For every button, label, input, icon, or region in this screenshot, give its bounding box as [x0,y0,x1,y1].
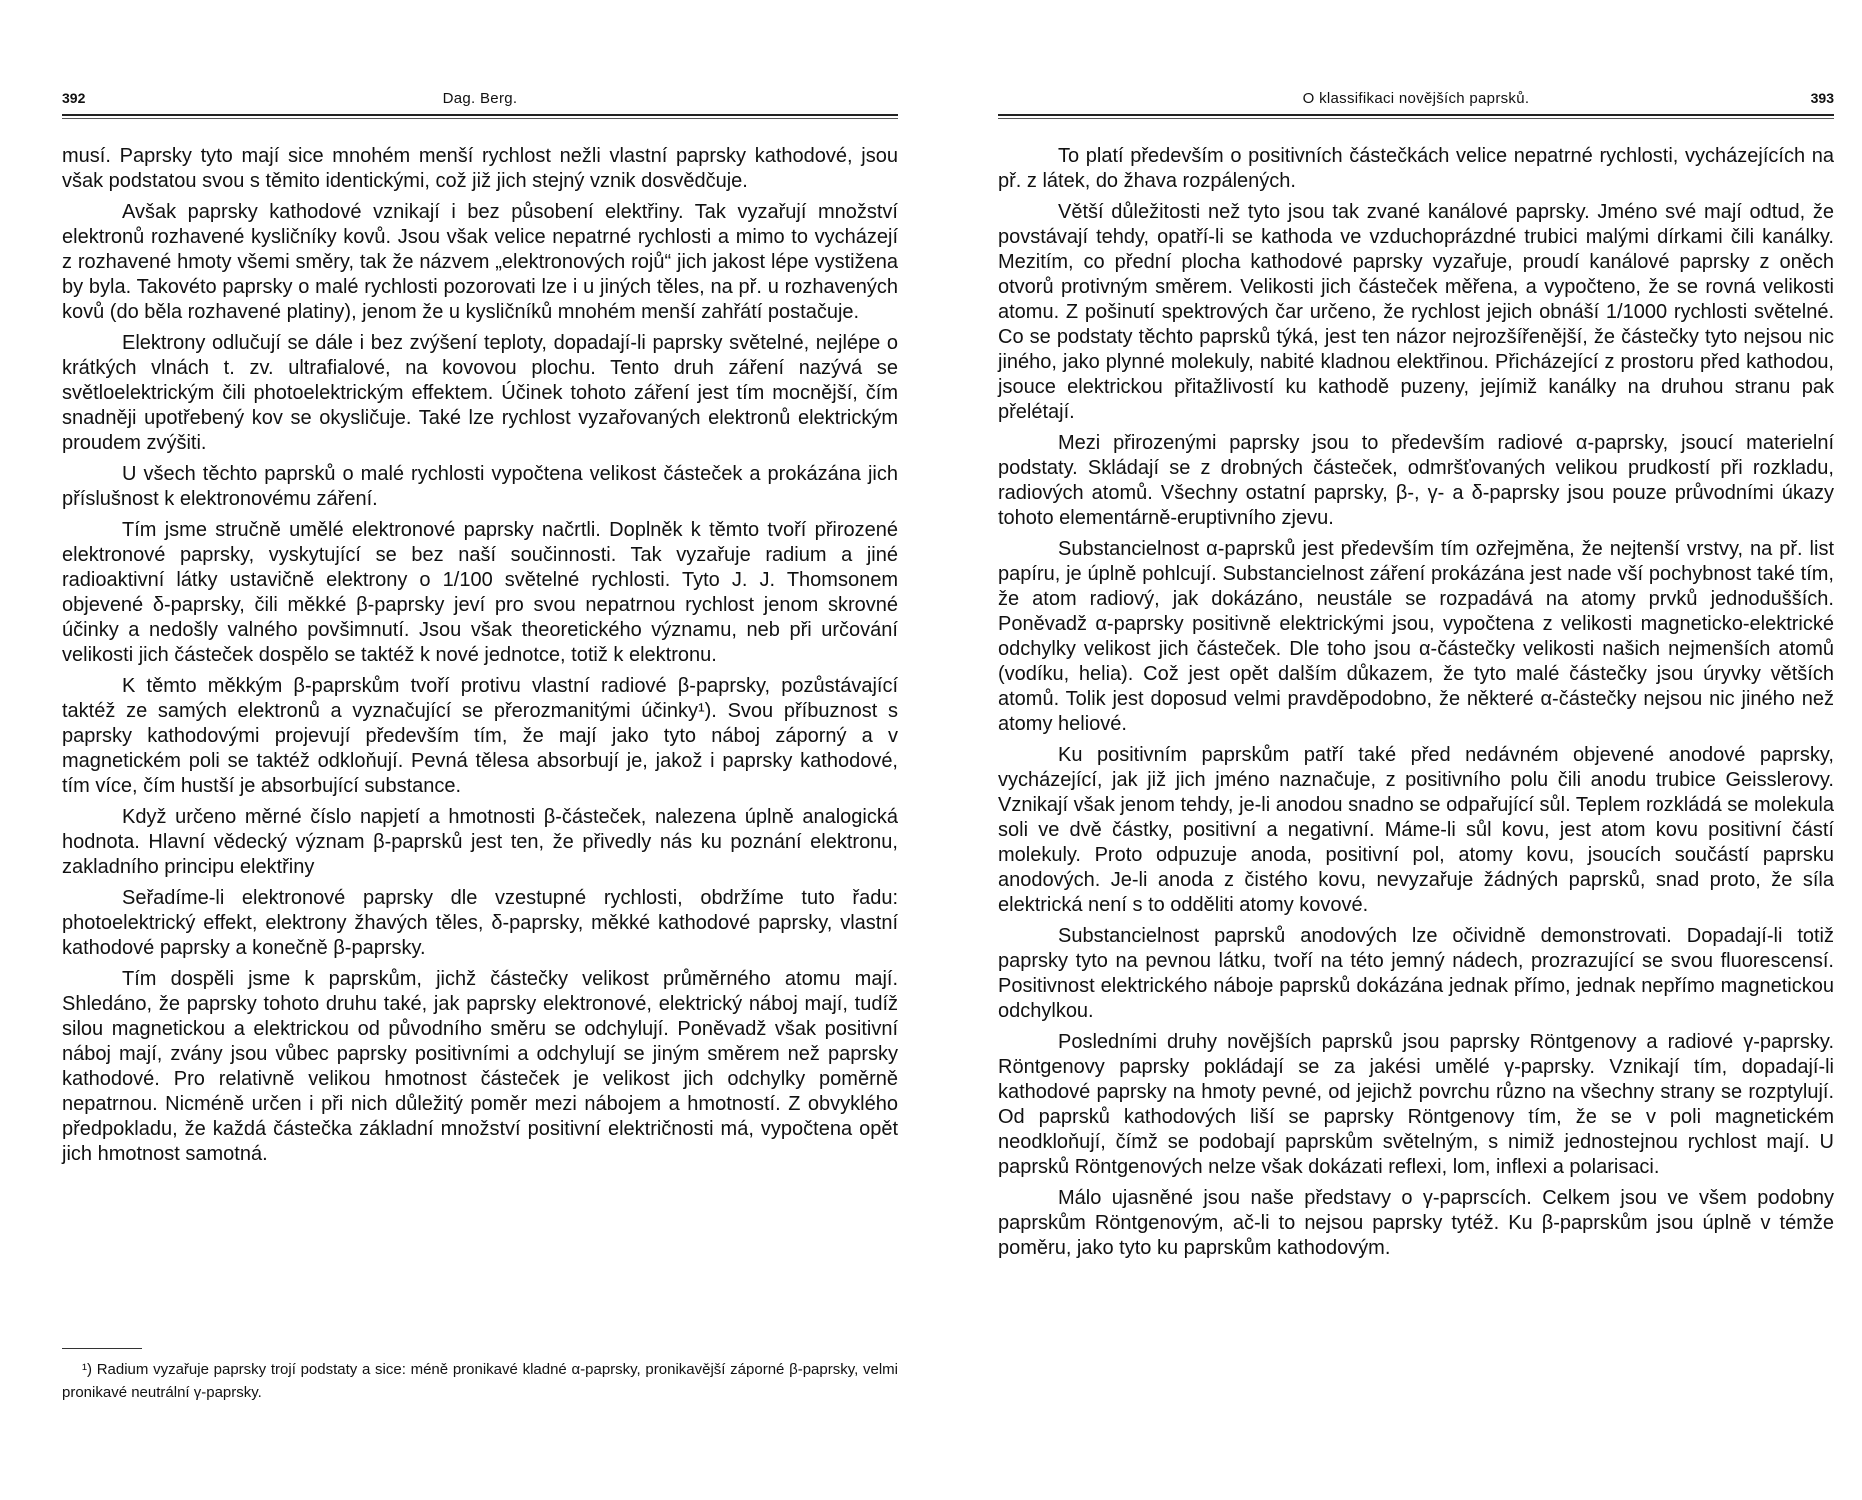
paragraph: Větší důležitosti než tyto jsou tak zvané kanálové paprsky. Jméno své mají odtud, že povstávají tehdy, opatří-li se kathoda ve vzduchoprázdné trubici malými dírkami čili kanálky. Mezitím, co přední plocha kathodové paprsky vyzařuje, proudí kanálové paprsky z oněch otvorů protivným směrem. Velikosti jich částeček měřena, a vypočteno, že se rovná velikosti atomu. Z pošinutí spektrových čar určeno, že rychlost jejich obnáší 1/1000 rychlosti světelné. Co se podstaty těchto paprsků týká, jest ten názor nejrozšířenější, že částečky tyto nejsou nic jiného, jako plynné molekuly, nabité kladnou elektřinou. Přicházející z prostoru před kathodou, jsouce elektrickou přitažlivostí ku kathodě puzeny, jejímiž kanálky na druhou stranu pak přelétají. [998,201,1834,423]
paragraph: To platí především o positivních částečkách velice nepatrné rychlosti, vycházejících na př. z látek, do žhava rozpálených. [998,145,1834,192]
paragraph: Ku positivním paprskům patří také před nedávném objevené anodové paprsky, vycházející, jak již jich jméno naznačuje, z positivního polu čili anodu trubice Geisslerovy. Vznikají však jenom tehdy, je-li anodou snadno se odpařující sůl. Teplem rozkládá se molekula soli ve dvě částky, positivní a negativní. Máme-li sůl kovu, jest atom kovu positivní částí molekuly. Proto odpuzuje anoda, positivní pol, atomy kovu, jsoucích součástí paprsku anodových. Je-li anoda z čistého kovu, nevyzařuje žádných paprsků, snad proto, že síla elektrická není s to odděliti atomy kovové. [998,744,1834,916]
paragraph: musí. Paprsky tyto mají sice mnohém menší rychlost nežli vlastní paprsky kathodové, jsou však podstatou svou s těmito identickými, což již jich stejný vznik dosvědčuje. [62,145,898,192]
paragraph: Tím jsme stručně umělé elektronové paprsky načrtli. Doplněk k těmto tvoří přirozené elektronové paprsky, vyskytující se bez naší součinnosti. Tak vyzařuje radium a jiné radioaktivní látky ustavičně elektrony o 1/100 světelné rychlosti. Tyto J. J. Thomsonem objevené δ-paprsky, čili měkké β-paprsky jeví pro svou nepatrnou rychlost jenom skrovné účinky a nedošly valného povšimnutí. Jsou však theoretického významu, neb při určování velikosti jich částeček dospělo se taktéž k nové jednotce, totiž k elektronu. [62,519,898,666]
running-head-title-right: O klassifikaci novějších paprsků. [1302,90,1530,107]
paragraph: Substancielnost α-paprsků jest především tím ozřejměna, že nejtenší vrstvy, na př. list papíru, je úplně pohlcují. Substancielnost záření prokázána jest nade vší pochybnost také tím, že atom radiový, jak dokázáno, neustále se rozpadává na atomy prvků jednodušších. Poněvadž α-paprsky positivně elektrickými jsou, vypočtena z velikosti magneticko-elektrické odchylky velikost jich částeček. Dle toho jsou α-částečky velikosti našich nejmenších atomů (vodíku, helia). Což jest opět dalším důkazem, že tyto malé částečky jsou úryvky větších atomů. Tolik jest doposud velmi pravděpodobno, že některé α-částečky nejsou nic jiného než atomy heliové. [998,538,1834,735]
paragraph: Seřadíme-li elektronové paprsky dle vzestupné rychlosti, obdržíme tuto řadu: photoelektrický effekt, elektrony žhavých těles, δ-paprsky, měkké kathodové paprsky, vlastní kathodové paprsky a konečně β-paprsky. [62,887,898,959]
paragraph: Posledními druhy novějších paprsků jsou paprsky Röntgenovy a radiové γ-paprsky. Röntgenovy paprsky pokládají se za jakési umělé γ-paprsky. Vznikají tím, dopadají-li kathodové paprsky na hmoty pevné, od jejichž povrchu různo na všechny strany se rozptylují. Od paprsků kathodových liší se paprsky Röntgenovy tím, že se v poli magnetickém neodkloňují, čímž se podobají paprskům světelným, s nimiž jednostejnou rychlost mají. U paprsků Röntgenových nelze však dokázati reflexi, lom, inflexi a polarisaci. [998,1031,1834,1178]
page-number-left: 392 [62,90,86,106]
paragraph: Avšak paprsky kathodové vznikají i bez působení elektřiny. Tak vyzařují množství elektronů rozhavené kysličníky kovů. Jsou však velice nepatrné rychlosti a mimo to vycházejí z rozhavené hmoty všemi směry, tak že názvem „elektronových rojů“ jich jakost lépe vystižena by byla. Takovéto paprsky o malé rychlosti pozorovati lze i u jiných těles, na př. u rozhavených kovů (do běla rozhavené platiny), jenom že u kysličníků mnohém menší zahřátí postačuje. [62,201,898,323]
left-page [62,0,898,1500]
running-head-title-left: Dag. Berg. [442,90,518,107]
paragraph: Málo ujasněné jsou naše představy o γ-paprscích. Celkem jsou ve všem podobny paprskům Röntgenovým, ač-li to nejsou paprsky tytéž. Ku β-paprskům jsou úplně v témže poměru, jako tyto ku paprskům kathodovým. [998,1187,1834,1259]
footnote: ¹) Radium vyzařuje paprsky trojí podstaty a sice: méně pronikavé kladné α-paprsky, pronikavější záporné β-paprsky, velmi pronikavé neutrální γ-paprsky. [62,1361,898,1401]
paragraph: Substancielnost paprsků anodových lze očividně demonstrovati. Dopadají-li totiž paprsky tyto na pevnou látku, tvoří na této jemný nádech, prozrazující se svou fluorescensí. Positivnost elektrického náboje paprsků dokázána jednak přímo, jednak nepřímo magnetickou odchylkou. [998,925,1834,1022]
paragraph: U všech těchto paprsků o malé rychlosti vypočtena velikost částeček a prokázána jich příslušnost k elektronovému záření. [62,463,898,510]
left-page-body [62,144,898,1173]
header-rule-left [62,114,898,116]
page-number-right: 393 [1810,90,1834,106]
running-head-left [62,86,898,112]
paragraph: Když určeno měrné číslo napjetí a hmotnosti β-částeček, nalezena úplně analogická hodnota. Hlavní vědecký význam β-paprsků jest ten, že přivedly nás ku poznání elektronu, zakladního principu elektřiny [62,806,898,878]
paragraph: K těmto měkkým β-paprskům tvoří protivu vlastní radiové β-paprsky, pozůstávající taktéž ze samých elektronů a vyznačující se přerozmanitými účinky¹). Svou příbuznost s paprsky kathodovými projevují především tím, že mají jako tyto náboj záporný a v magnetickém poli se taktéž odkloňují. Pevná tělesa absorbují je, jakož i paprsky kathodové, tím více, čím hustší je absorbující substance. [62,675,898,797]
header-rule-thin-right [998,118,1834,119]
header-rule-thin-left [62,118,898,119]
header-rule-right [998,114,1834,116]
paragraph: Tím dospěli jsme k paprskům, jichž částečky velikost průměrného atomu mají. Shledáno, že paprsky tohoto druhu také, jak paprsky elektronové, elektrický náboj mají, tudíž silou magnetickou a elektrickou od původního směru se odchylují. Poněvadž však positivní náboj mají, zvány jsou vůbec paprsky positivními a odchylují se jiným směrem než paprsky kathodové. Pro relativně velikou hmotnost částeček je velikost jich odchylky poměrně nepatrnou. Nicméně určen i při nich důležitý poměr mezi nábojem a hmotností. Z obvyklého předpokladu, že každá částečka základní množství positivní električnosti má, vypočtena opět jich hmotnost samotná. [62,968,898,1165]
paragraph: Mezi přirozenými paprsky jsou to především radiové α-paprsky, jsoucí materielní podstaty. Skládají se z drobných částeček, odmršťovaných velikou prudkostí při rozkladu, radiových atomů. Všechny ostatní paprsky, β-, γ- a δ-paprsky jsou pouze průvodními úkazy tohoto elementárně-eruptivního zjevu. [998,432,1834,529]
footnote-rule [62,1348,142,1349]
right-page [998,0,1834,1500]
paragraph: Elektrony odlučují se dále i bez zvýšení teploty, dopadají-li paprsky světelné, nejlépe o krátkých vlnách t. zv. ultrafialové, na kovovou plochu. Tento druh záření nazývá se světloelektrickým čili photoelektrickým effektem. Účinek tohoto záření jest tím mocnější, čím snadněji upotřebený kov se okysličuje. Také lze rychlost vyzařovaných elektronů elektrickým proudem zvýšiti. [62,332,898,454]
right-page-body [998,144,1834,1267]
running-head-right [998,86,1834,112]
